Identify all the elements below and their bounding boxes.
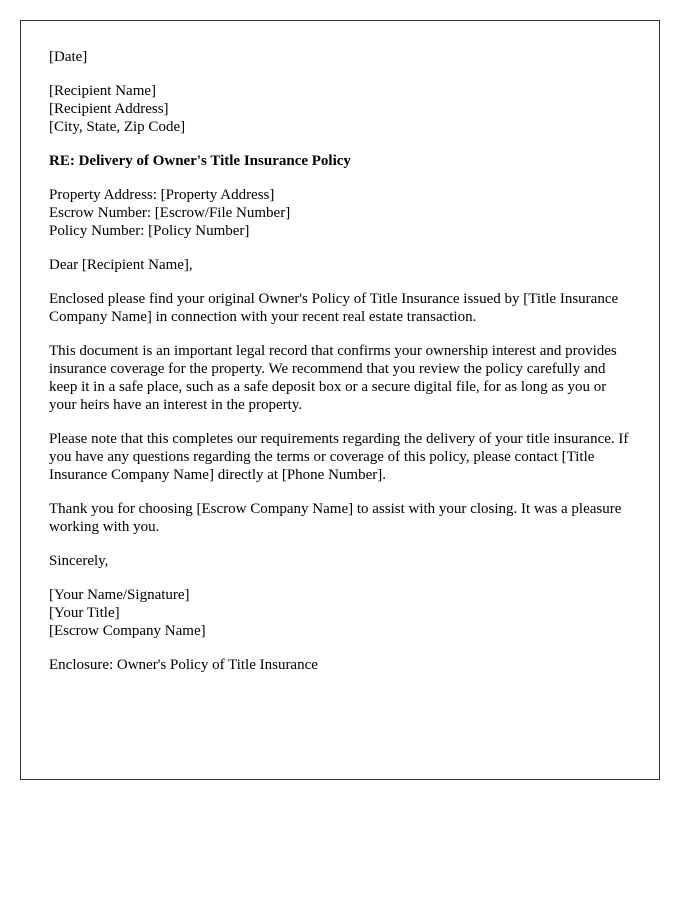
signature-company: [Escrow Company Name] (49, 623, 206, 639)
salutation: Dear [Recipient Name], (49, 257, 193, 273)
signature-name: [Your Name/Signature] (49, 587, 190, 603)
reference-block (49, 186, 631, 240)
signature-title: [Your Title] (49, 605, 120, 621)
property-address-line: Property Address: [Property Address] (49, 187, 275, 203)
enclosure-line: Enclosure: Owner's Policy of Title Insurance (49, 657, 318, 673)
body-paragraph-requirements: Please note that this completes our requirements regarding the delivery of your title insurance. If you have any questions regarding the terms or coverage of this policy, please contact [Title Insurance Company Name] directly at [Phone Number]. (49, 431, 629, 483)
recipient-city-state-zip: [City, State, Zip Code] (49, 119, 186, 135)
recipient-address-block (49, 82, 631, 136)
recipient-address: [Recipient Address] (49, 101, 169, 117)
policy-number-line: Policy Number: [Policy Number] (49, 223, 250, 239)
body-paragraph-enclosed: Enclosed please find your original Owner's Policy of Title Insurance issued by [Title Insurance Company Name] in connection with your recent real estate transaction. (49, 291, 619, 325)
body-paragraph-thank-you: Thank you for choosing [Escrow Company Name] to assist with your closing. It was a pleasure working with you. (49, 501, 622, 535)
subject-line: RE: Delivery of Owner's Title Insurance Policy (49, 153, 351, 169)
body-paragraph-legal-record: This document is an important legal record that confirms your ownership interest and provides insurance coverage for the property. We recommend that you review the policy carefully and keep it in a safe place, such as a safe deposit box or a secure digital file, for as long as you or your heirs have an interest in the property. (49, 343, 617, 413)
escrow-number-line: Escrow Number: [Escrow/File Number] (49, 205, 291, 221)
recipient-name: [Recipient Name] (49, 83, 157, 99)
letter-page (20, 20, 660, 780)
date-block (49, 48, 631, 66)
signature-block (49, 586, 631, 640)
closing: Sincerely, (49, 553, 109, 569)
letter-date: [Date] (49, 49, 88, 65)
